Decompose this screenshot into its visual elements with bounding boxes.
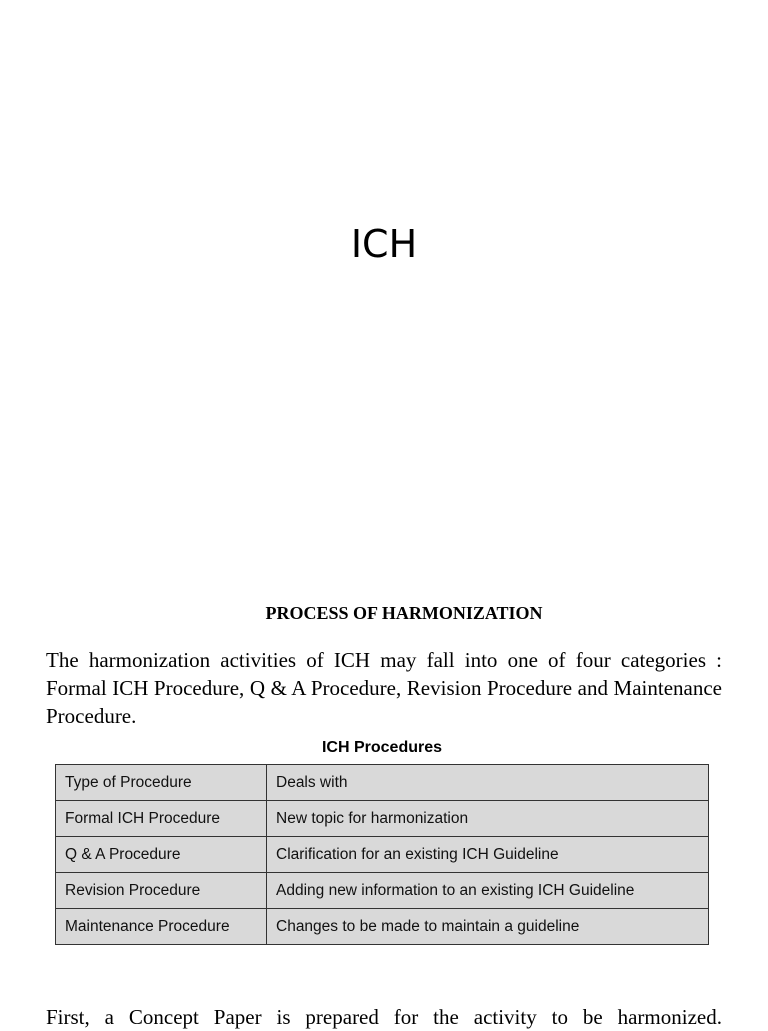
intro-paragraph: The harmonization activities of ICH may fall into one of four categories : Formal ICH Procedure, Q & A Procedure, Revision Procedure and Maintenance Procedure. <box>46 648 722 728</box>
table-cell: Clarification for an existing ICH Guideline <box>267 837 709 873</box>
table-cell: Type of Procedure <box>56 765 267 801</box>
section-heading: PROCESS OF HARMONIZATION <box>265 603 543 623</box>
table-cell: Q & A Procedure <box>56 837 267 873</box>
table-cell: New topic for harmonization <box>267 801 709 837</box>
page-title: ICH <box>350 222 418 266</box>
table-cell: Maintenance Procedure <box>56 909 267 945</box>
table-title: ICH Procedures <box>321 739 443 756</box>
table-header-row <box>56 765 709 801</box>
table-cell: Deals with <box>267 765 709 801</box>
closing-paragraph: First, a Concept Paper is prepared for the activity to be harmonized. <box>46 1005 722 1029</box>
table-cell: Adding new information to an existing ICH Guideline <box>267 873 709 909</box>
table-cell: Revision Procedure <box>56 873 267 909</box>
table-row <box>56 909 709 945</box>
table-row <box>56 801 709 837</box>
table-row <box>56 873 709 909</box>
table-cell: Changes to be made to maintain a guideline <box>267 909 709 945</box>
table-row <box>56 837 709 873</box>
table-cell: Formal ICH Procedure <box>56 801 267 837</box>
procedures-table <box>55 764 709 945</box>
